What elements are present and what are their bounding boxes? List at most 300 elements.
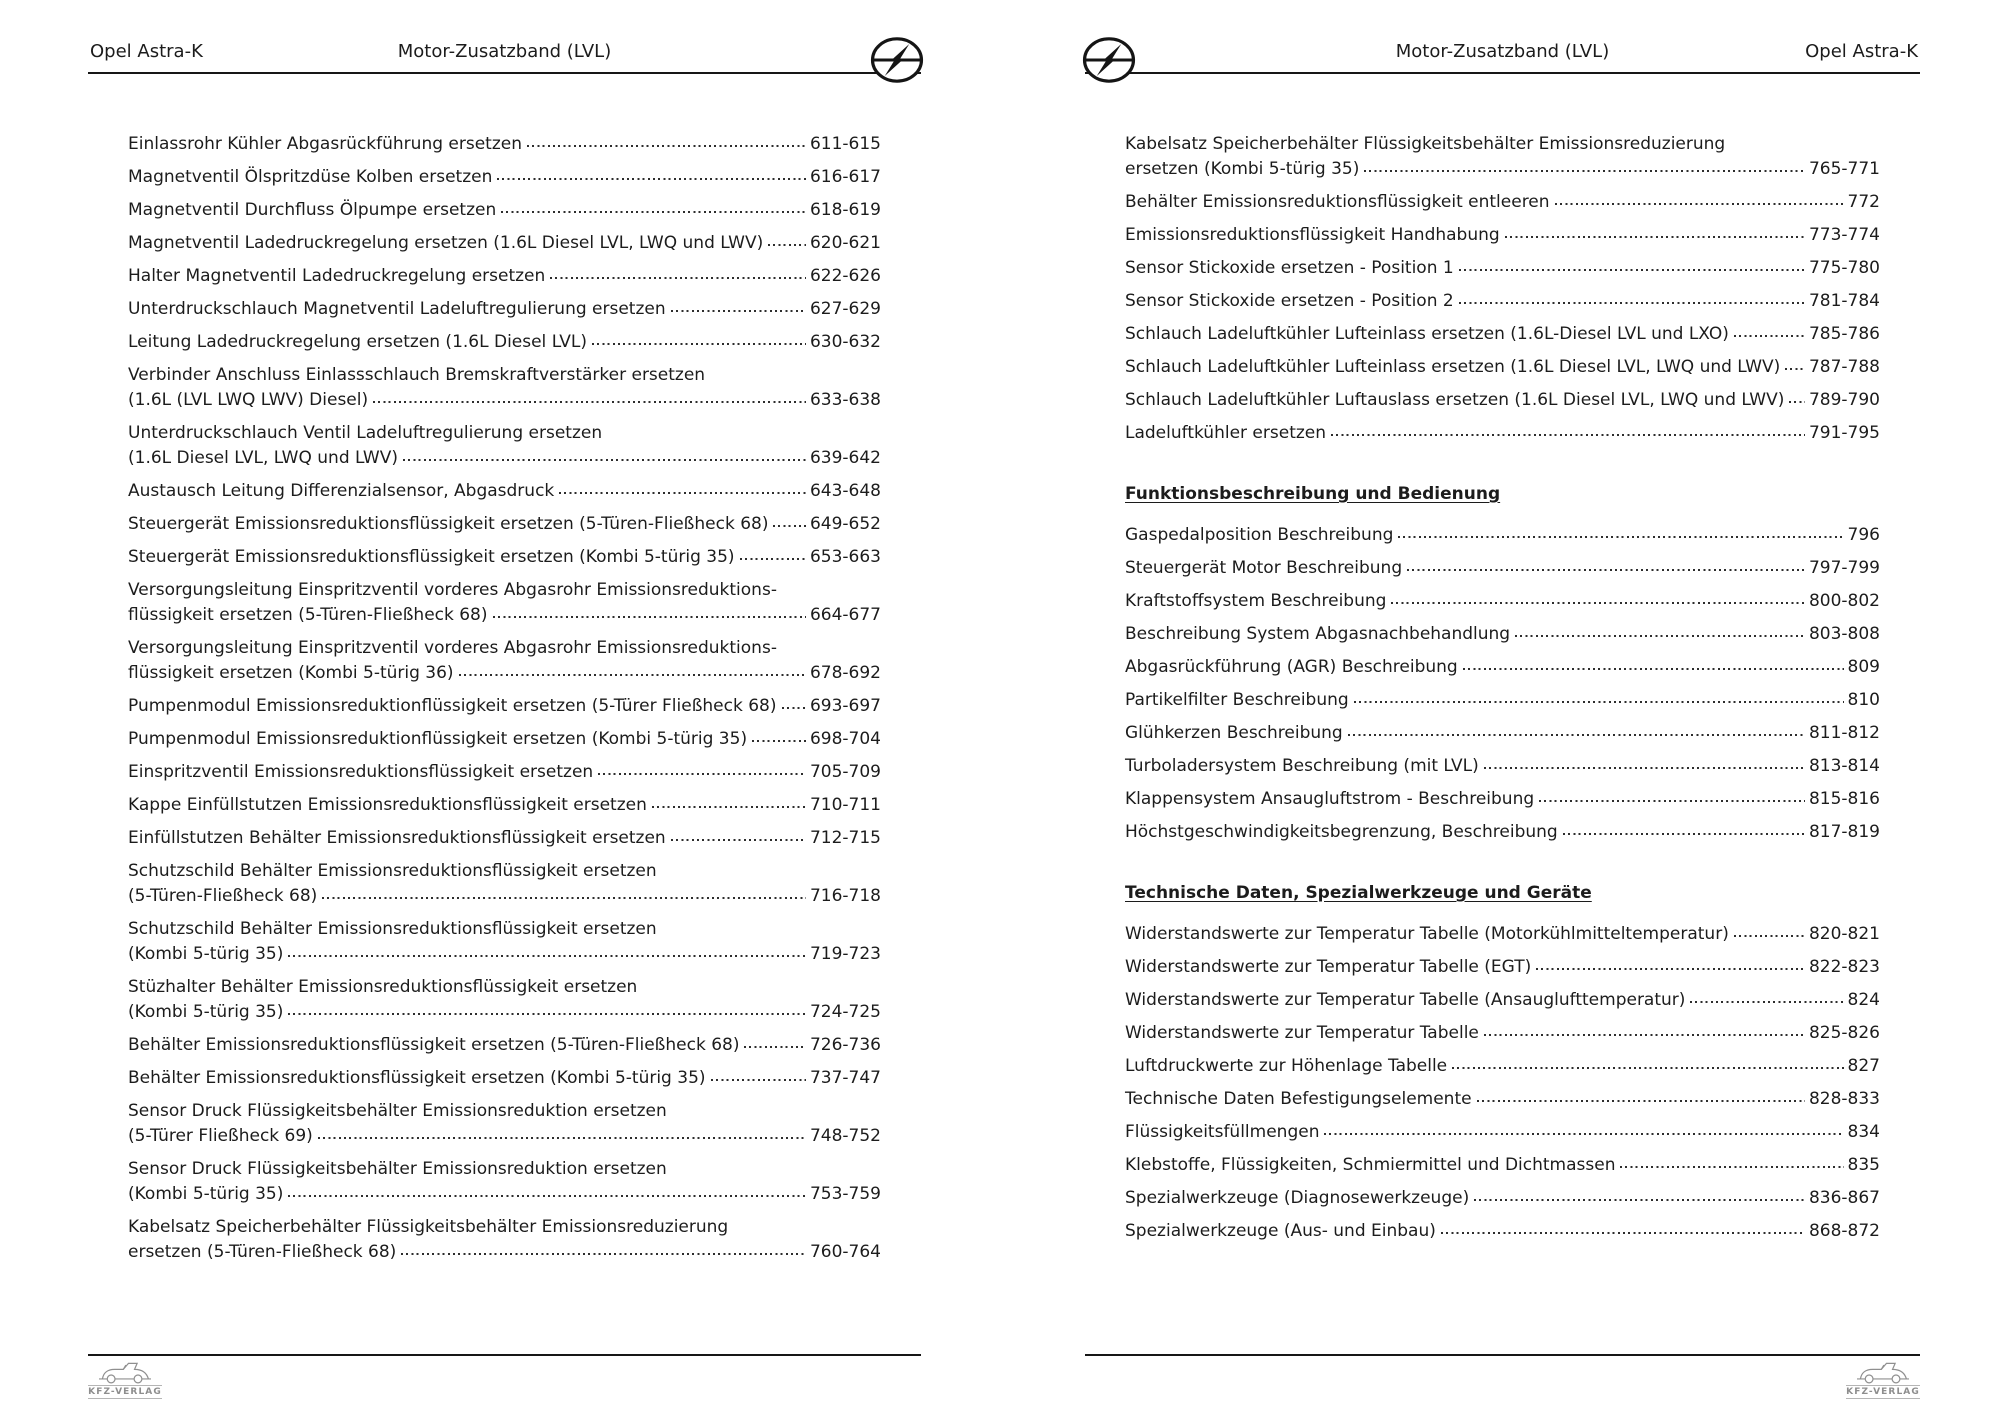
dot-leader: [527, 145, 806, 147]
toc-entry: [1125, 523, 1880, 548]
dot-leader: [1331, 434, 1805, 436]
toc-entry-row: [1125, 1186, 1880, 1211]
entry-title: Halter Magnetventil Ladedruckregelung ersetzen: [128, 266, 546, 286]
entry-title: Schlauch Ladeluftkühler Lufteinlass ersetzen (1.6L-Diesel LVL und LXO): [1125, 324, 1729, 344]
toc-entry: [128, 636, 881, 686]
entry-title: Behälter Emissionsreduktionsflüssigkeit ersetzen (5-Türen-Fließheck 68): [128, 1035, 740, 1055]
toc-entry-row: [1125, 421, 1880, 446]
header-manual-title: Motor-Zusatzband (LVL): [397, 41, 612, 62]
entry-page-range: 809: [1847, 657, 1880, 677]
toc-entry: [128, 1099, 881, 1149]
toc-entry: [1125, 1021, 1880, 1046]
dot-leader: [1539, 800, 1805, 802]
entry-page-range: 824: [1847, 990, 1880, 1010]
dot-leader: [1789, 401, 1805, 403]
entry-page-range: 664-677: [809, 605, 881, 625]
dot-leader: [1536, 968, 1805, 970]
toc-entry: [1125, 655, 1880, 680]
entry-title-line1: Versorgungsleitung Einspritzventil vorderes Abgasrohr Emissionsreduktions-: [128, 638, 777, 658]
entry-title: Turboladersystem Beschreibung (mit LVL): [1125, 756, 1479, 776]
entry-page-range: 653-663: [809, 547, 881, 567]
dot-leader: [1785, 368, 1805, 370]
entry-page-range: 772: [1847, 192, 1880, 212]
vintage-car-icon: [88, 1359, 162, 1385]
toc-entry: [1125, 754, 1880, 779]
toc-entry: [1125, 556, 1880, 581]
toc-entry-row: [1125, 289, 1880, 314]
dot-leader: [1734, 335, 1805, 337]
toc-entry-row: [1125, 1021, 1880, 1046]
entry-title-line1: Kabelsatz Speicherbehälter Flüssigkeitsbehälter Emissionsreduzierung: [128, 1217, 729, 1237]
toc-right: [1085, 74, 1920, 1354]
toc-entry-row: [1125, 787, 1880, 812]
dot-leader: [1484, 767, 1805, 769]
dot-leader: [318, 1137, 806, 1139]
entry-title: Emissionsreduktionsflüssigkeit Handhabung: [1125, 225, 1500, 245]
page-footer-left: [88, 1354, 921, 1412]
entry-title: Schlauch Ladeluftkühler Lufteinlass ersetzen (1.6L Diesel LVL, LWQ und LWV): [1125, 357, 1781, 377]
entry-title-line2: (Kombi 5-türig 35): [128, 944, 284, 964]
toc-entry-row: [128, 1066, 881, 1091]
toc-entry: [1125, 388, 1880, 413]
entry-page-range: 827: [1847, 1056, 1880, 1076]
toc-entry: [128, 165, 881, 190]
toc-entry-row: [1125, 190, 1880, 215]
entry-title: Gaspedalposition Beschreibung: [1125, 525, 1394, 545]
entry-title: Steuergerät Emissionsreduktionsflüssigkeit ersetzen (5-Türen-Fließheck 68): [128, 514, 769, 534]
toc-entry: [1125, 1054, 1880, 1079]
toc-entry-row: [128, 603, 881, 628]
dot-leader: [1477, 1100, 1805, 1102]
entry-title: Technische Daten Befestigungselemente: [1125, 1089, 1472, 1109]
toc-entry-row: [128, 297, 881, 322]
toc-entry-row: [128, 479, 881, 504]
entry-page-range: 724-725: [809, 1002, 881, 1022]
entry-title: Austausch Leitung Differenzialsensor, Abgasdruck: [128, 481, 555, 501]
entry-page-range: 649-652: [809, 514, 881, 534]
entry-title: Sensor Stickoxide ersetzen - Position 1: [1125, 258, 1454, 278]
dot-leader: [559, 492, 806, 494]
toc-entry: [128, 231, 881, 256]
entry-page-range: 760-764: [809, 1242, 881, 1262]
entry-page-range: 810: [1847, 690, 1880, 710]
toc-entry-row: [128, 132, 881, 157]
entry-title: Höchstgeschwindigkeitsbegrenzung, Beschreibung: [1125, 822, 1558, 842]
dot-leader: [459, 674, 806, 676]
entry-page-range: 811-812: [1808, 723, 1880, 743]
toc-entry-row: [1125, 157, 1880, 182]
entry-page-range: 678-692: [809, 663, 881, 683]
entry-page-range: 748-752: [809, 1126, 881, 1146]
toc-entry-row: [1125, 388, 1880, 413]
entry-title-line2: (1.6L Diesel LVL, LWQ und LWV): [128, 448, 398, 468]
entry-title-line1: Versorgungsleitung Einspritzventil vorderes Abgasrohr Emissionsreduktions-: [128, 580, 777, 600]
dot-leader: [1515, 635, 1805, 637]
entry-title-line2: (1.6L (LVL LWQ LWV) Diesel): [128, 390, 369, 410]
entry-page-range: 618-619: [809, 200, 881, 220]
toc-entry: [1125, 688, 1880, 713]
toc-entry: [128, 694, 881, 719]
dot-leader: [1690, 1001, 1843, 1003]
toc-entry: [128, 1066, 881, 1091]
publisher-name: KFZ-VERLAG: [1846, 1387, 1920, 1397]
toc-entry: [128, 512, 881, 537]
toc-entry-row: [128, 545, 881, 570]
entry-title-line2: (5-Türer Fließheck 69): [128, 1126, 313, 1146]
toc-entry: [1125, 1153, 1880, 1178]
entry-page-range: 835: [1847, 1155, 1880, 1175]
entry-title: Pumpenmodul Emissionsreduktionflüssigkeit ersetzen (Kombi 5-türig 35): [128, 729, 748, 749]
entry-title: Steuergerät Emissionsreduktionsflüssigkeit ersetzen (Kombi 5-türig 35): [128, 547, 735, 567]
entry-title-line2: ersetzen (Kombi 5-türig 35): [1125, 159, 1360, 179]
toc-entry-row: [128, 198, 881, 223]
toc-entry: [1125, 190, 1880, 215]
dot-leader: [773, 525, 805, 527]
entry-page-range: 630-632: [809, 332, 881, 352]
entry-title: Glühkerzen Beschreibung: [1125, 723, 1343, 743]
toc-entry-row: [128, 1000, 881, 1025]
entry-page-range: 712-715: [809, 828, 881, 848]
entry-page-range: 737-747: [809, 1068, 881, 1088]
dot-leader: [1391, 602, 1805, 604]
toc-entry-row: [1125, 1153, 1880, 1178]
entry-page-range: 775-780: [1808, 258, 1880, 278]
dot-leader: [1459, 269, 1805, 271]
entry-title-line1: Schutzschild Behälter Emissionsreduktionsflüssigkeit ersetzen: [128, 919, 657, 939]
dot-leader: [592, 343, 806, 345]
entry-page-range: 726-736: [809, 1035, 881, 1055]
toc-entry-row: [128, 165, 881, 190]
toc-entry: [128, 264, 881, 289]
toc-entry: [128, 330, 881, 355]
dot-leader: [493, 616, 806, 618]
dot-leader: [401, 1253, 806, 1255]
entry-page-range: 787-788: [1808, 357, 1880, 377]
entry-title: Magnetventil Ladedruckregelung ersetzen (1.6L Diesel LVL, LWQ und LWV): [128, 233, 764, 253]
entry-page-range: 817-819: [1808, 822, 1880, 842]
toc-entry-row: [1125, 355, 1880, 380]
entry-title-line1: Sensor Druck Flüssigkeitsbehälter Emissionsreduktion ersetzen: [128, 1159, 667, 1179]
entry-page-range: 693-697: [809, 696, 881, 716]
entry-page-range: 789-790: [1808, 390, 1880, 410]
entry-page-range: 620-621: [809, 233, 881, 253]
entry-title: Leitung Ladedruckregelung ersetzen (1.6L Diesel LVL): [128, 332, 588, 352]
toc-entry: [1125, 322, 1880, 347]
dot-leader: [1555, 203, 1844, 205]
entry-page-range: 785-786: [1808, 324, 1880, 344]
entry-page-range: 698-704: [809, 729, 881, 749]
toc-entry-row: [128, 1033, 881, 1058]
toc-entry-row: [1125, 622, 1880, 647]
entry-page-range: 800-802: [1808, 591, 1880, 611]
entry-page-range: 773-774: [1808, 225, 1880, 245]
entry-page-range: 813-814: [1808, 756, 1880, 776]
toc-entry: [1125, 721, 1880, 746]
toc-entry-row: [1125, 1054, 1880, 1079]
toc-entry-row: [128, 884, 881, 909]
toc-entry: [1125, 421, 1880, 446]
dot-leader: [1734, 935, 1805, 937]
toc-entry: [1125, 1087, 1880, 1112]
toc-entry-row: [1125, 223, 1880, 248]
entry-page-range: 627-629: [809, 299, 881, 319]
toc-entry-row: [128, 826, 881, 851]
dot-leader: [1354, 701, 1844, 703]
dot-leader: [671, 310, 806, 312]
toc-entry: [128, 760, 881, 785]
entry-page-range: 622-626: [809, 266, 881, 286]
entry-title-line2: (Kombi 5-türig 35): [128, 1002, 284, 1022]
entry-title: Sensor Stickoxide ersetzen - Position 2: [1125, 291, 1454, 311]
entry-page-range: 753-759: [809, 1184, 881, 1204]
toc-entry-row: [128, 727, 881, 752]
entry-page-range: 828-833: [1808, 1089, 1880, 1109]
toc-entry: [128, 363, 881, 413]
toc-entry: [128, 1033, 881, 1058]
dot-leader: [1452, 1067, 1843, 1069]
toc-entry: [1125, 787, 1880, 812]
entry-page-range: 797-799: [1808, 558, 1880, 578]
entry-title: Widerstandswerte zur Temperatur Tabelle (Ansauglufttemperatur): [1125, 990, 1686, 1010]
toc-entry-row: [128, 793, 881, 818]
dot-leader: [1398, 536, 1843, 538]
entry-page-range: 710-711: [809, 795, 881, 815]
toc-entry: [128, 132, 881, 157]
dot-leader: [1505, 236, 1805, 238]
dot-leader: [1459, 302, 1805, 304]
entry-title: Partikelfilter Beschreibung: [1125, 690, 1349, 710]
entry-title: Einlassrohr Kühler Abgasrückführung ersetzen: [128, 134, 522, 154]
toc-entry: [1125, 289, 1880, 314]
dot-leader: [671, 839, 806, 841]
dot-leader: [711, 1079, 806, 1081]
toc-entry-row: [128, 231, 881, 256]
entry-title-line2: (5-Türen-Fließheck 68): [128, 886, 318, 906]
entry-title: Beschreibung System Abgasnachbehandlung: [1125, 624, 1511, 644]
entry-title: Pumpenmodul Emissionsreduktionflüssigkeit ersetzen (5-Türer Fließheck 68): [128, 696, 777, 716]
entry-page-range: 633-638: [809, 390, 881, 410]
toc-entry: [1125, 1186, 1880, 1211]
entry-title: Magnetventil Durchfluss Ölpumpe ersetzen: [128, 200, 497, 220]
dot-leader: [744, 1046, 806, 1048]
dot-leader: [1474, 1199, 1805, 1201]
entry-title: Magnetventil Ölspritzdüse Kolben ersetzen: [128, 167, 493, 187]
toc-entry-row: [1125, 1120, 1880, 1145]
entry-title-line1: Schutzschild Behälter Emissionsreduktionsflüssigkeit ersetzen: [128, 861, 657, 881]
dot-leader: [652, 806, 806, 808]
dot-leader: [1364, 170, 1805, 172]
entry-page-range: 822-823: [1808, 957, 1880, 977]
toc-entry: [128, 421, 881, 471]
publisher-logo: [1846, 1359, 1920, 1412]
entry-title-line1: Verbinder Anschluss Einlassschlauch Bremskraftverstärker ersetzen: [128, 365, 706, 385]
entry-title-line1: Stüzhalter Behälter Emissionsreduktionsflüssigkeit ersetzen: [128, 977, 638, 997]
toc-entry-row: [1125, 721, 1880, 746]
entry-page-range: 611-615: [809, 134, 881, 154]
entry-page-range: 719-723: [809, 944, 881, 964]
toc-entry: [1125, 1219, 1880, 1244]
entry-title-line2: flüssigkeit ersetzen (5-Türen-Fließheck 68): [128, 605, 488, 625]
toc-entry-row: [128, 264, 881, 289]
header-model-name: Opel Astra-K: [90, 41, 203, 62]
dot-leader: [501, 211, 806, 213]
toc-entry-row: [1125, 322, 1880, 347]
toc-entry: [128, 793, 881, 818]
opel-blitz-logo-icon: [865, 34, 929, 86]
entry-title: Klebstoffe, Flüssigkeiten, Schmiermittel und Dichtmassen: [1125, 1155, 1616, 1175]
dot-leader: [288, 1013, 806, 1015]
entry-page-range: 643-648: [809, 481, 881, 501]
toc-entry-row: [1125, 523, 1880, 548]
entry-page-range: 705-709: [809, 762, 881, 782]
entry-title: Flüssigkeitsfüllmengen: [1125, 1122, 1320, 1142]
toc-entry: [1125, 1120, 1880, 1145]
dot-leader: [1563, 833, 1805, 835]
entry-page-range: 803-808: [1808, 624, 1880, 644]
toc-entry: [128, 975, 881, 1025]
entry-title: Behälter Emissionsreduktionsflüssigkeit entleeren: [1125, 192, 1550, 212]
entry-title-line2: (Kombi 5-türig 35): [128, 1184, 284, 1204]
section-heading: Technische Daten, Spezialwerkzeuge und Geräte: [1125, 883, 1592, 903]
entry-page-range: 791-795: [1808, 423, 1880, 443]
entry-page-range: 815-816: [1808, 789, 1880, 809]
toc-entry-row: [128, 661, 881, 686]
dot-leader: [598, 773, 806, 775]
header-manual-title: Motor-Zusatzband (LVL): [1395, 41, 1610, 62]
entry-title: Abgasrückführung (AGR) Beschreibung: [1125, 657, 1458, 677]
toc-entry: [128, 545, 881, 570]
opel-blitz-logo-icon: [1077, 34, 1141, 86]
dot-leader: [782, 707, 806, 709]
dot-leader: [497, 178, 806, 180]
entry-page-range: 781-784: [1808, 291, 1880, 311]
toc-entry-row: [128, 512, 881, 537]
entry-page-range: 820-821: [1808, 924, 1880, 944]
dot-leader: [1407, 569, 1805, 571]
toc-left: [88, 74, 921, 1354]
entry-title: Einfüllstutzen Behälter Emissionsreduktionsflüssigkeit ersetzen: [128, 828, 666, 848]
toc-entry: [1125, 589, 1880, 614]
entry-title: Kraftstoffsystem Beschreibung: [1125, 591, 1387, 611]
toc-entry-row: [1125, 589, 1880, 614]
toc-entry: [128, 479, 881, 504]
entry-page-range: 639-642: [809, 448, 881, 468]
page-footer-right: [1085, 1354, 1920, 1412]
entry-page-range: 825-826: [1808, 1023, 1880, 1043]
entry-title: Steuergerät Motor Beschreibung: [1125, 558, 1403, 578]
entry-page-range: 765-771: [1808, 159, 1880, 179]
toc-entry: [1125, 820, 1880, 845]
entry-page-range: 616-617: [809, 167, 881, 187]
toc-entry-row: [128, 1124, 881, 1149]
toc-entry-row: [1125, 820, 1880, 845]
dot-leader: [288, 1195, 806, 1197]
dot-leader: [1484, 1034, 1805, 1036]
entry-title: Spezialwerkzeuge (Diagnosewerkzeuge): [1125, 1188, 1470, 1208]
entry-title: Luftdruckwerte zur Höhenlage Tabelle: [1125, 1056, 1448, 1076]
entry-title: Schlauch Ladeluftkühler Luftauslass ersetzen (1.6L Diesel LVL, LWQ und LWV): [1125, 390, 1785, 410]
toc-entry: [1125, 132, 1880, 182]
toc-entry-row: [128, 446, 881, 471]
dot-leader: [740, 558, 806, 560]
toc-entry: [128, 1215, 881, 1265]
entry-title-line1: Sensor Druck Flüssigkeitsbehälter Emissionsreduktion ersetzen: [128, 1101, 667, 1121]
dot-leader: [1441, 1232, 1805, 1234]
toc-entry-row: [1125, 922, 1880, 947]
toc-entry-row: [128, 760, 881, 785]
toc-entry: [1125, 256, 1880, 281]
toc-entry: [128, 297, 881, 322]
entry-title-line2: ersetzen (5-Türen-Fließheck 68): [128, 1242, 397, 1262]
toc-entry: [1125, 223, 1880, 248]
toc-entry-row: [1125, 754, 1880, 779]
dot-leader: [373, 401, 806, 403]
dot-leader: [288, 955, 806, 957]
dot-leader: [752, 740, 806, 742]
toc-entry-row: [128, 694, 881, 719]
toc-entry-row: [128, 1182, 881, 1207]
entry-page-range: 868-872: [1808, 1221, 1880, 1241]
section-heading: Funktionsbeschreibung und Bedienung: [1125, 484, 1501, 504]
entry-title: Ladeluftkühler ersetzen: [1125, 423, 1327, 443]
toc-entry: [128, 826, 881, 851]
entry-page-range: 716-718: [809, 886, 881, 906]
toc-entry: [1125, 988, 1880, 1013]
toc-entry: [128, 1157, 881, 1207]
dot-leader: [550, 277, 806, 279]
entry-title: Kappe Einfüllstutzen Emissionsreduktionsflüssigkeit ersetzen: [128, 795, 647, 815]
entry-page-range: 796: [1847, 525, 1880, 545]
toc-entry-row: [1125, 988, 1880, 1013]
entry-page-range: 834: [1847, 1122, 1880, 1142]
toc-entry: [1125, 622, 1880, 647]
header-model-name: Opel Astra-K: [1805, 41, 1918, 62]
dot-leader: [403, 459, 806, 461]
toc-entry: [128, 198, 881, 223]
entry-page-range: 836-867: [1808, 1188, 1880, 1208]
entry-title-line1: Unterdruckschlauch Ventil Ladeluftregulierung ersetzen: [128, 423, 603, 443]
toc-entry-row: [1125, 688, 1880, 713]
dot-leader: [322, 897, 806, 899]
entry-title-line1: Kabelsatz Speicherbehälter Flüssigkeitsbehälter Emissionsreduzierung: [1125, 134, 1726, 154]
vintage-car-icon: [1846, 1359, 1920, 1385]
entry-title-line2: flüssigkeit ersetzen (Kombi 5-türig 36): [128, 663, 454, 683]
dot-leader: [1620, 1166, 1843, 1168]
toc-entry-row: [128, 942, 881, 967]
entry-title: Widerstandswerte zur Temperatur Tabelle (EGT): [1125, 957, 1532, 977]
entry-title: Behälter Emissionsreduktionsflüssigkeit ersetzen (Kombi 5-türig 35): [128, 1068, 706, 1088]
dot-leader: [1463, 668, 1844, 670]
toc-entry-row: [1125, 1087, 1880, 1112]
publisher-logo: [88, 1359, 162, 1412]
toc-entry: [128, 917, 881, 967]
entry-title: Unterdruckschlauch Magnetventil Ladeluftregulierung ersetzen: [128, 299, 666, 319]
toc-entry-row: [128, 1240, 881, 1265]
page-header-right: [1085, 34, 1920, 74]
toc-entry: [1125, 955, 1880, 980]
entry-title: Einspritzventil Emissionsreduktionsflüssigkeit ersetzen: [128, 762, 594, 782]
toc-entry-row: [1125, 655, 1880, 680]
toc-entry: [128, 727, 881, 752]
toc-entry-row: [1125, 955, 1880, 980]
dot-leader: [768, 244, 806, 246]
toc-entry: [1125, 922, 1880, 947]
page-left: [88, 34, 921, 1412]
toc-entry-row: [128, 330, 881, 355]
entry-title: Widerstandswerte zur Temperatur Tabelle: [1125, 1023, 1479, 1043]
entry-title: Klappensystem Ansaugluftstrom - Beschreibung: [1125, 789, 1535, 809]
toc-entry: [128, 859, 881, 909]
